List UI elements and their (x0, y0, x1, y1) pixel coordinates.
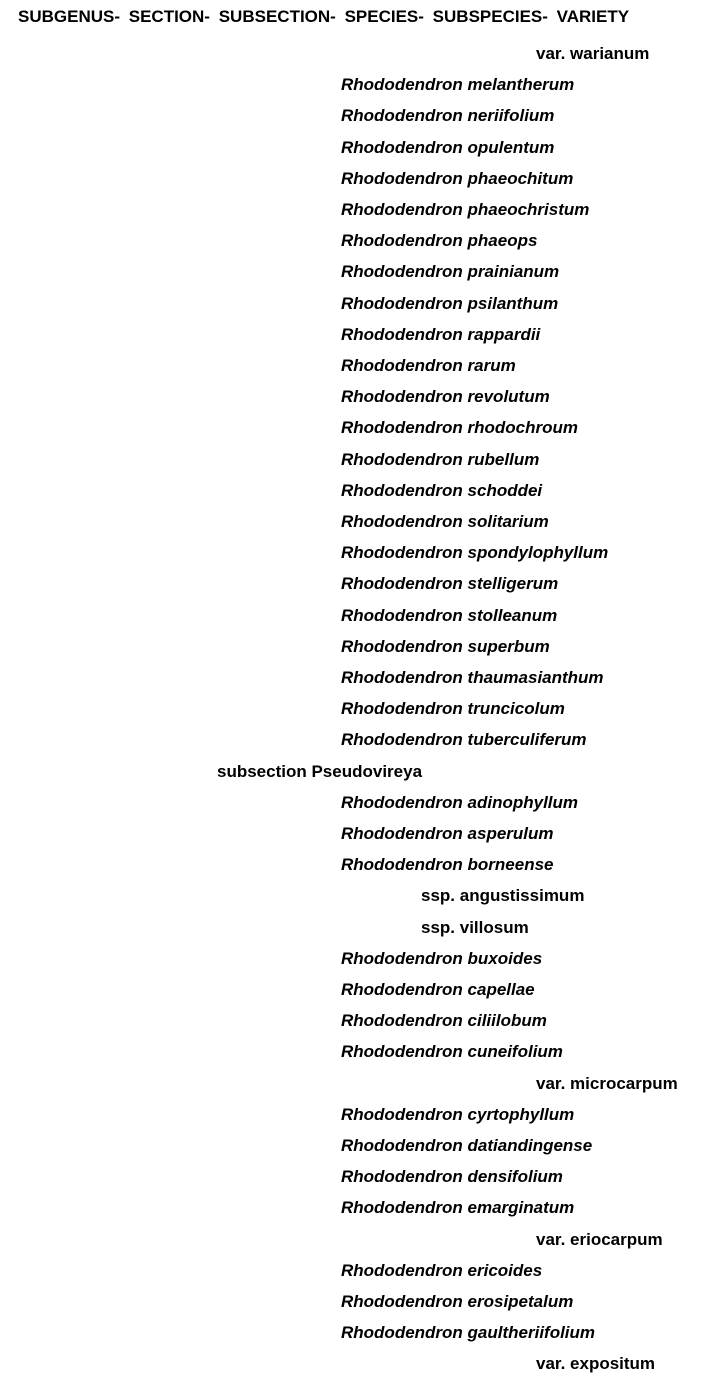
species-row: Rhododendron cyrtophyllum (341, 1104, 575, 1124)
species-row: Rhododendron adinophyllum (341, 792, 579, 812)
variety-row: var. microcarpum (536, 1073, 678, 1093)
header-species: SPECIES- (344, 7, 424, 26)
species-row: Rhododendron borneense (341, 855, 554, 875)
header-subspecies: SUBSPECIES- (432, 7, 548, 26)
header-variety: VARIETY (556, 7, 630, 26)
species-row: Rhododendron erosipetalum (341, 1292, 574, 1311)
species-row: Rhododendron phaeochristum (341, 200, 590, 219)
species-row: Rhododendron densifolium (341, 1167, 563, 1187)
species-row: Rhododendron emarginatum (341, 1198, 575, 1218)
species-row: Rhododendron rarum (341, 356, 516, 375)
species-row: Rhododendron thaumasianthum (341, 668, 604, 687)
variety-row: var. eriocarpum (536, 1229, 663, 1249)
species-row: Rhododendron stelligerum (341, 574, 559, 594)
species-row: Rhododendron rhodochroum (341, 418, 579, 438)
variety-row: var. expositum (536, 1354, 656, 1374)
species-row: Rhododendron phaeochitum (341, 168, 574, 188)
species-row: Rhododendron psilanthum (341, 293, 559, 313)
species-row: Rhododendron neriifolium (341, 106, 555, 126)
species-row: Rhododendron gaultheriifolium (341, 1323, 596, 1343)
species-row: Rhododendron truncicolum (341, 699, 565, 719)
header-section: SECTION- (128, 7, 210, 26)
species-row: Rhododendron revolutum (341, 387, 550, 407)
species-row: Rhododendron stolleanum (341, 605, 558, 625)
species-row: Rhododendron solitarium (341, 512, 549, 531)
species-row: Rhododendron rubellum (341, 449, 540, 469)
species-row: Rhododendron buxoides (341, 948, 543, 968)
subspecies-row: ssp. villosum (421, 917, 529, 937)
species-row: Rhododendron prainianum (341, 262, 560, 282)
species-row: Rhododendron datiandingense (341, 1136, 593, 1155)
species-row: Rhododendron spondylophyllum (341, 543, 609, 563)
species-row: Rhododendron capellae (341, 980, 535, 999)
column-header (18, 7, 633, 27)
header-subgenus: SUBGENUS- (18, 7, 121, 26)
variety-row: var. warianum (536, 44, 650, 63)
species-row: Rhododendron schoddei (341, 480, 543, 500)
subspecies-row: ssp. angustissimum (421, 886, 585, 906)
species-row: Rhododendron superbum (341, 636, 550, 656)
species-row: Rhododendron tuberculiferum (341, 730, 587, 750)
species-row: Rhododendron rappardii (341, 324, 541, 344)
species-row: Rhododendron cuneifolium (341, 1042, 563, 1062)
species-row: Rhododendron asperulum (341, 824, 554, 843)
species-row: Rhododendron ericoides (341, 1260, 543, 1280)
species-row: Rhododendron opulentum (341, 137, 555, 157)
header-subsection: SUBSECTION- (218, 7, 336, 26)
subsection-row: subsection Pseudovireya (217, 761, 423, 781)
species-row: Rhododendron ciliilobum (341, 1011, 547, 1031)
species-row: Rhododendron phaeops (341, 231, 538, 251)
species-row: Rhododendron melantherum (341, 75, 575, 95)
